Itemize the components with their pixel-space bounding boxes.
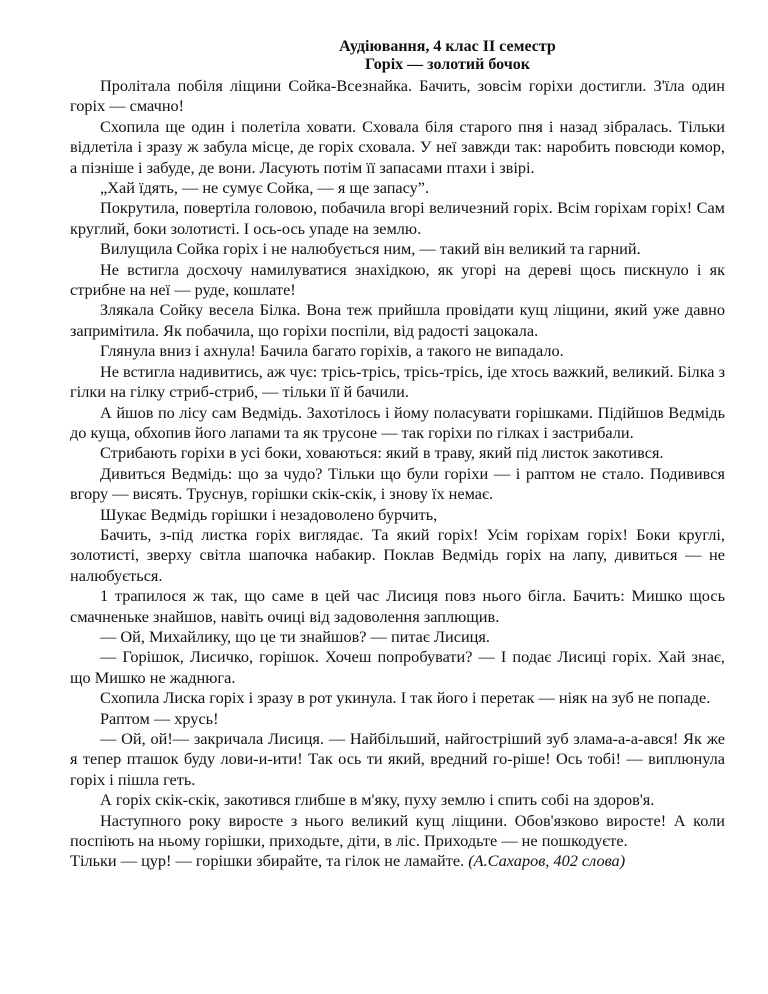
paragraph: 1 трапилося ж так, що саме в цей час Лисиця повз нього бігла. Бачить: Мишко щось смачненьке знайшов, навіть очиці від задоволення заплющив. bbox=[70, 586, 725, 626]
paragraph: — Горішок, Лисичко, горішок. Хочеш попробувати? — І подає Лисиці горіх. Хай знає, що Мишко не жаднюга. bbox=[70, 647, 725, 687]
paragraph: Шукає Ведмідь горішки і незадоволено бурчить, bbox=[100, 504, 438, 524]
paragraph: — Ой, Михайлику, що це ти знайшов? — питає Лисиця. bbox=[100, 626, 490, 646]
paragraph: Пролітала побіля ліщини Сойка-Всезнайка. Бачить, зовсім горіхи достигли. З'їла один горіх — смачно! bbox=[70, 76, 725, 116]
closing-text: Тільки — цур! — горішки збирайте, та гілок не ламайте. bbox=[70, 851, 465, 871]
paragraph: Стрибають горіхи в усі боки, ховаються: який в траву, який під листок закотився. bbox=[100, 443, 664, 463]
paragraph: Вилущила Сойка горіх і не налюбується ним, — такий він великий та гарний. bbox=[100, 239, 641, 259]
story-title: Горіх — золотий бочок bbox=[365, 56, 530, 73]
paragraph: А горіх скік-скік, закотився глибше в м'яку, пуху землю і спить собі на здоров'я. bbox=[100, 790, 655, 810]
paragraph: Схопила Лиска горіх і зразу в рот укинула. І так його і перетак — ніяк на зуб не попаде. bbox=[100, 688, 711, 708]
paragraph: Наступного року виросте з нього великий кущ ліщини. Обов'язково виросте! А коли поспіють на ньому горішки, приходьте, діти, в ліс. Приходьте — не пошкодуєте. bbox=[70, 810, 725, 851]
paragraph: — Ой, ой!— закричала Лисиця. — Найбільший, найгостріший зуб злама-а-а-ався! Як же я тепер пташок буду лови-и-ити! Так ось ти який, вредний го-ріше! Ось тобі! — виплюнула горіх і пішла геть. bbox=[70, 729, 725, 789]
paragraph: Глянула вниз і ахнула! Бачила багато горіхів, а такого не випадало. bbox=[100, 341, 564, 361]
paragraph: Злякала Сойку весела Білка. Вона теж прийшла провідати кущ ліщини, який уже давно запримітила. Як побачила, що горіхи поспіли, від радості зацокала. bbox=[70, 300, 725, 340]
paragraph: Дивиться Ведмідь: що за чудо? Тільки що були горіхи — і раптом не стало. Подивився вгору — висять. Труснув, горішки скік-скік, і знову їх немає. bbox=[70, 463, 725, 504]
paragraph: Не встигла досхочу намилуватися знахідкою, як угорі на дереві щось пискнуло і як стрибне на неї — руде, кошлате! bbox=[70, 259, 725, 300]
paragraph: Бачить, з-під листка горіх виглядає. Та який горіх! Усім горіхам горіх! Боки круглі, золотисті, зверху світла шапочка набакир. Поклав Ведмідь горіх на лапу, дивиться — не налюбується. bbox=[70, 524, 725, 585]
paragraph: „Хай їдять, — не сумує Сойка, — я ще запасу”. bbox=[100, 178, 430, 198]
paragraph: Раптом — хрусь! bbox=[100, 708, 219, 728]
paragraph: Не встигла надивитись, аж чує: трісь-трісь, трісь-трісь, іде хтось важкий, великий. Білка з гілки на гілку стриб-стриб, — тільки її й бачили. bbox=[70, 361, 725, 402]
document-title: Аудіювання, 4 клас II семестр bbox=[339, 38, 556, 55]
source-citation: (А.Сахаров, 402 слова) bbox=[468, 851, 626, 871]
story-text bbox=[70, 76, 725, 872]
paragraph: Схопила ще один і полетіла ховати. Сховала біля старого пня і назад зібралась. Тільки відлетіла і зразу ж забула місце, де горіх сховала. У неї завжди так: наробить повсюди комор, а пізніше і забуде, де вони. Ласують потім її запасами птахи і звірі. bbox=[70, 116, 725, 177]
closing-paragraph bbox=[70, 851, 725, 871]
paragraph: А йшов по лісу сам Ведмідь. Захотілось і йому поласувати горішками. Підійшов Ведмідь до куща, обхопив його лапами та як трусоне — так горіхи по гілках і застрибали. bbox=[70, 402, 725, 442]
paragraph: Покрутила, повертіла головою, побачила вгорі величезний горіх. Всім горіхам горіх! Сам круглий, боки золотисті. І ось-ось упаде на землю. bbox=[70, 198, 725, 238]
